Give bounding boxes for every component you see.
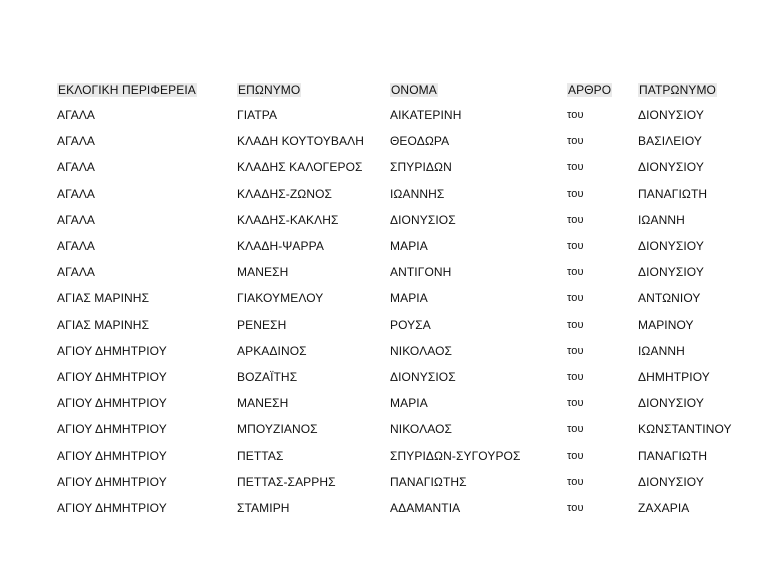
cell-surname: ΚΛΑΔΗΣ-ΚΑΚΛΗΣ xyxy=(237,212,339,227)
cell-surname: ΚΛΑΔΗΣ-ΖΩΝΟΣ xyxy=(237,186,333,201)
table-row xyxy=(57,285,757,311)
cell-surname: ΠΕΤΤΑΣ xyxy=(237,448,284,463)
cell-patronymic: ΜΑΡΙΝΟΥ xyxy=(638,317,694,332)
cell-district: ΑΓΙΑΣ ΜΑΡΙΝΗΣ xyxy=(57,291,150,306)
cell-district: ΑΓΙΟΥ ΔΗΜΗΤΡΙΟΥ xyxy=(57,369,167,384)
cell-name: ΑΔΑΜΑΝΤΙΑ xyxy=(390,500,461,515)
cell-surname: ΠΕΤΤΑΣ-ΣΑΡΡΗΣ xyxy=(237,474,336,489)
cell-surname: ΚΛΑΔΗ ΚΟΥΤΟΥΒΑΛΗ xyxy=(237,134,364,149)
cell-district: ΑΓΙΟΥ ΔΗΜΗΤΡΙΟΥ xyxy=(57,343,167,358)
cell-article: του xyxy=(567,213,584,226)
cell-surname: ΓΙΑΤΡΑ xyxy=(237,108,278,123)
cell-district: ΑΓΙΟΥ ΔΗΜΗΤΡΙΟΥ xyxy=(57,500,167,515)
cell-district: ΑΓΑΛΑ xyxy=(57,186,96,201)
cell-article: του xyxy=(567,370,584,383)
cell-surname: ΣΤΑΜΙΡΗ xyxy=(237,500,290,515)
header-name: ΟΝΟΜΑ xyxy=(391,82,437,97)
header-article: ΑΡΘΡΟ xyxy=(568,82,612,97)
cell-name: ΑΙΚΑΤΕΡΙΝΗ xyxy=(390,108,462,123)
table-row xyxy=(57,390,757,416)
cell-article: του xyxy=(567,109,584,122)
cell-patronymic: ΔΙΟΝΥΣΙΟΥ xyxy=(638,108,704,123)
header-surname: ΕΠΩΝΥΜΟ xyxy=(238,82,301,97)
cell-district: ΑΓΑΛΑ xyxy=(57,108,96,123)
table-row xyxy=(57,154,757,180)
table-header-row xyxy=(57,77,757,102)
cell-patronymic: ΑΝΤΩΝΙΟΥ xyxy=(638,291,701,306)
cell-surname: ΓΙΑΚΟΥΜΕΛΟΥ xyxy=(237,291,324,306)
cell-surname: ΡΕΝΕΣΗ xyxy=(237,317,287,332)
cell-district: ΑΓΑΛΑ xyxy=(57,239,96,254)
table-row xyxy=(57,469,757,495)
cell-article: του xyxy=(567,501,584,514)
cell-district: ΑΓΑΛΑ xyxy=(57,212,96,227)
cell-patronymic: ΔΙΟΝΥΣΙΟΥ xyxy=(638,265,704,280)
cell-district: ΑΓΙΟΥ ΔΗΜΗΤΡΙΟΥ xyxy=(57,422,167,437)
cell-surname: ΚΛΑΔΗΣ ΚΑΛΟΓΕΡΟΣ xyxy=(237,160,363,175)
table-body xyxy=(57,102,757,521)
table-row xyxy=(57,312,757,338)
cell-article: του xyxy=(567,292,584,305)
cell-patronymic: ΠΑΝΑΓΙΩΤΗ xyxy=(638,186,708,201)
cell-surname: ΜΠΟΥΖΙΑΝΟΣ xyxy=(237,422,318,437)
table-row xyxy=(57,207,757,233)
table-row xyxy=(57,102,757,128)
table-row xyxy=(57,233,757,259)
table-row xyxy=(57,416,757,442)
cell-patronymic: ΠΑΝΑΓΙΩΤΗ xyxy=(638,448,708,463)
cell-surname: ΒΟΖΑΪΤΗΣ xyxy=(237,369,298,384)
table-row xyxy=(57,495,757,521)
cell-patronymic: ΔΙΟΝΥΣΙΟΥ xyxy=(638,160,704,175)
cell-district: ΑΓΙΟΥ ΔΗΜΗΤΡΙΟΥ xyxy=(57,448,167,463)
cell-article: του xyxy=(567,266,584,279)
table-row xyxy=(57,442,757,468)
table-row xyxy=(57,181,757,207)
candidates-table xyxy=(57,77,757,521)
cell-name: ΝΙΚΟΛΑΟΣ xyxy=(390,422,453,437)
cell-name: ΜΑΡΙΑ xyxy=(390,291,428,306)
cell-name: ΘΕΟΔΩΡΑ xyxy=(390,134,450,149)
cell-article: του xyxy=(567,449,584,462)
cell-surname: ΚΛΑΔΗ-ΨΑΡΡΑ xyxy=(237,239,324,254)
header-district: ΕΚΛΟΓΙΚΗ ΠΕΡΙΦΕΡΕΙΑ xyxy=(58,82,196,97)
cell-name: ΝΙΚΟΛΑΟΣ xyxy=(390,343,453,358)
cell-name: ΜΑΡΙΑ xyxy=(390,396,428,411)
cell-name: ΠΑΝΑΓΙΩΤΗΣ xyxy=(390,474,467,489)
cell-article: του xyxy=(567,135,584,148)
cell-patronymic: ΙΩΑΝΝΗ xyxy=(638,343,685,358)
cell-article: του xyxy=(567,344,584,357)
cell-district: ΑΓΑΛΑ xyxy=(57,265,96,280)
cell-name: ΣΠΥΡΙΔΩΝ xyxy=(390,160,452,175)
cell-patronymic: ΔΙΟΝΥΣΙΟΥ xyxy=(638,239,704,254)
cell-name: ΔΙΟΝΥΣΙΟΣ xyxy=(390,212,456,227)
cell-patronymic: ΔΗΜΗΤΡΙΟΥ xyxy=(638,369,710,384)
cell-name: ΡΟΥΣΑ xyxy=(390,317,431,332)
cell-article: του xyxy=(567,161,584,174)
cell-name: ΜΑΡΙΑ xyxy=(390,239,428,254)
cell-name: ΑΝΤΙΓΟΝΗ xyxy=(390,265,452,280)
cell-surname: ΜΑΝΕΣΗ xyxy=(237,396,289,411)
header-patronymic: ΠΑΤΡΩΝΥΜΟ xyxy=(639,82,716,97)
cell-name: ΙΩΑΝΝΗΣ xyxy=(390,186,445,201)
cell-article: του xyxy=(567,318,584,331)
cell-patronymic: ΔΙΟΝΥΣΙΟΥ xyxy=(638,474,704,489)
cell-patronymic: ΖΑΧΑΡΙΑ xyxy=(638,500,690,515)
cell-surname: ΑΡΚΑΔΙΝΟΣ xyxy=(237,343,307,358)
table-row xyxy=(57,338,757,364)
cell-district: ΑΓΑΛΑ xyxy=(57,160,96,175)
cell-patronymic: ΒΑΣΙΛΕΙΟΥ xyxy=(638,134,702,149)
table-row xyxy=(57,259,757,285)
cell-patronymic: ΙΩΑΝΝΗ xyxy=(638,212,685,227)
cell-article: του xyxy=(567,397,584,410)
table-row xyxy=(57,364,757,390)
cell-article: του xyxy=(567,423,584,436)
cell-district: ΑΓΙΟΥ ΔΗΜΗΤΡΙΟΥ xyxy=(57,396,167,411)
cell-district: ΑΓΙΑΣ ΜΑΡΙΝΗΣ xyxy=(57,317,150,332)
cell-article: του xyxy=(567,240,584,253)
cell-district: ΑΓΑΛΑ xyxy=(57,134,96,149)
cell-patronymic: ΔΙΟΝΥΣΙΟΥ xyxy=(638,396,704,411)
cell-district: ΑΓΙΟΥ ΔΗΜΗΤΡΙΟΥ xyxy=(57,474,167,489)
cell-article: του xyxy=(567,475,584,488)
cell-patronymic: ΚΩΝΣΤΑΝΤΙΝΟΥ xyxy=(638,422,732,437)
cell-name: ΣΠΥΡΙΔΩΝ-ΣΥΓΟΥΡΟΣ xyxy=(390,448,521,463)
cell-name: ΔΙΟΝΥΣΙΟΣ xyxy=(390,369,456,384)
cell-article: του xyxy=(567,187,584,200)
cell-surname: ΜΑΝΕΣΗ xyxy=(237,265,289,280)
table-row xyxy=(57,128,757,154)
